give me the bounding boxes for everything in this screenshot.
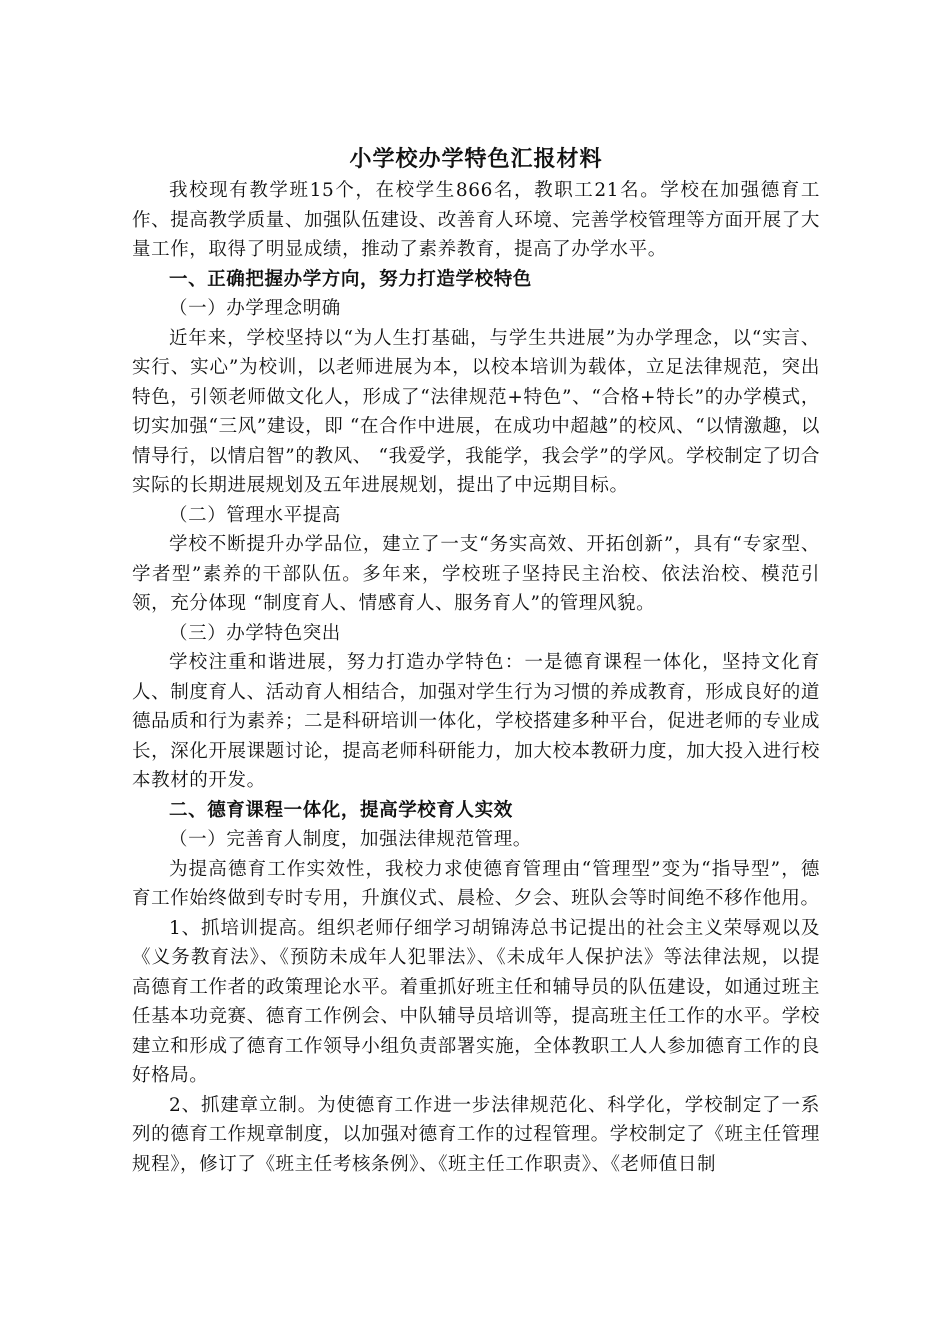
subsection-heading-1-3: （三）办学特色突出 <box>169 622 341 644</box>
document-page <box>132 142 820 1179</box>
body-paragraph: 为提高德育工作实效性，我校力求使德育管理由“管理型”变为“指导型”，德育工作始终做到专时专用，升旗仪式、晨检、夕会、班队会等时间绝不移作他用。 <box>132 858 820 909</box>
subsection-heading-1-1: （一）办学理念明确 <box>169 298 341 319</box>
subsection-heading-2-1: （一）完善育人制度，加强法律规范管理。 <box>169 829 532 850</box>
body-paragraph: 2、抓建章立制。为使德育工作进一步法律规范化、科学化，学校制定了一系列的德育工作规章制度，以加强对德育工作的过程管理。学校制定了《班主任管理规程》，修订了《班主任考核条例》、《班主任工作职责》、《老师值日制 <box>132 1094 820 1175</box>
body-paragraph: 近年来，学校坚持以“为人生打基础，与学生共进展”为办学理念，以“实言、实行、实心”为校训，以老师进展为本，以校本培训为载体，立足法律规范，突出特色，引领老师做文化人，形成了“法律规范+特色”、“合格+特长”的办学模式，切实加强“三风”建设，即 “在合作中进展，在成功中超越”的校风、“以情激趣，以情导行，以情启智”的教风、 “我爱学，我能学，我会学”的学风。学校制定了切合实际的长期进展规划及五年进展规划，提出了中远期目标。 <box>132 327 820 496</box>
body-paragraph: 1、抓培训提高。组织老师仔细学习胡锦涛总书记提出的社会主义荣辱观以及《义务教育法》、《预防未成年人犯罪法》、《未成年人保护法》等法律法规，以提高德育工作者的政策理论水平。着重抓好班主任和辅导员的队伍建设，如通过班主任基本功竞赛、德育工作例会、中队辅导员培训等，提高班主任工作的水平。学校建立和形成了德育工作领导小组负责部署实施，全体教职工人人参加德育工作的良好格局。 <box>132 917 820 1086</box>
body-paragraph: 学校注重和谐进展，努力打造办学特色：一是德育课程一体化，坚持文化育人、制度育人、活动育人相结合，加强对学生行为习惯的养成教育，形成良好的道德品质和行为素养；二是科研培训一体化，学校搭建多种平台，促进老师的专业成长，深化开展课题讨论，提高老师科研能力，加大校本教研力度，加大投入进行校本教材的开发。 <box>132 652 820 791</box>
body-paragraph: 学校不断提升办学品位，建立了一支“务实高效、开拓创新”，具有“专家型、学者型”素养的干部队伍。多年来，学校班子坚持民主治校、依法治校、模范引领，充分体现 “制度育人、情感育人、服务育人”的管理风貌。 <box>132 534 820 614</box>
subsection-heading-1-2: （二）管理水平提高 <box>169 504 341 526</box>
document-title: 小学校办学特色汇报材料 <box>349 146 603 172</box>
section-heading-2: 二、德育课程一体化，提高学校育人实效 <box>169 799 513 821</box>
section-heading-1: 一、正确把握办学方向，努力打造学校特色 <box>169 268 532 290</box>
intro-paragraph: 我校现有教学班15个，在校学生866名，教职工21名。学校在加强德育工作、提高教学质量、加强队伍建设、改善育人环境、完善学校管理等方面开展了大量工作，取得了明显成绩，推动了素养教育，提高了办学水平。 <box>132 180 820 260</box>
